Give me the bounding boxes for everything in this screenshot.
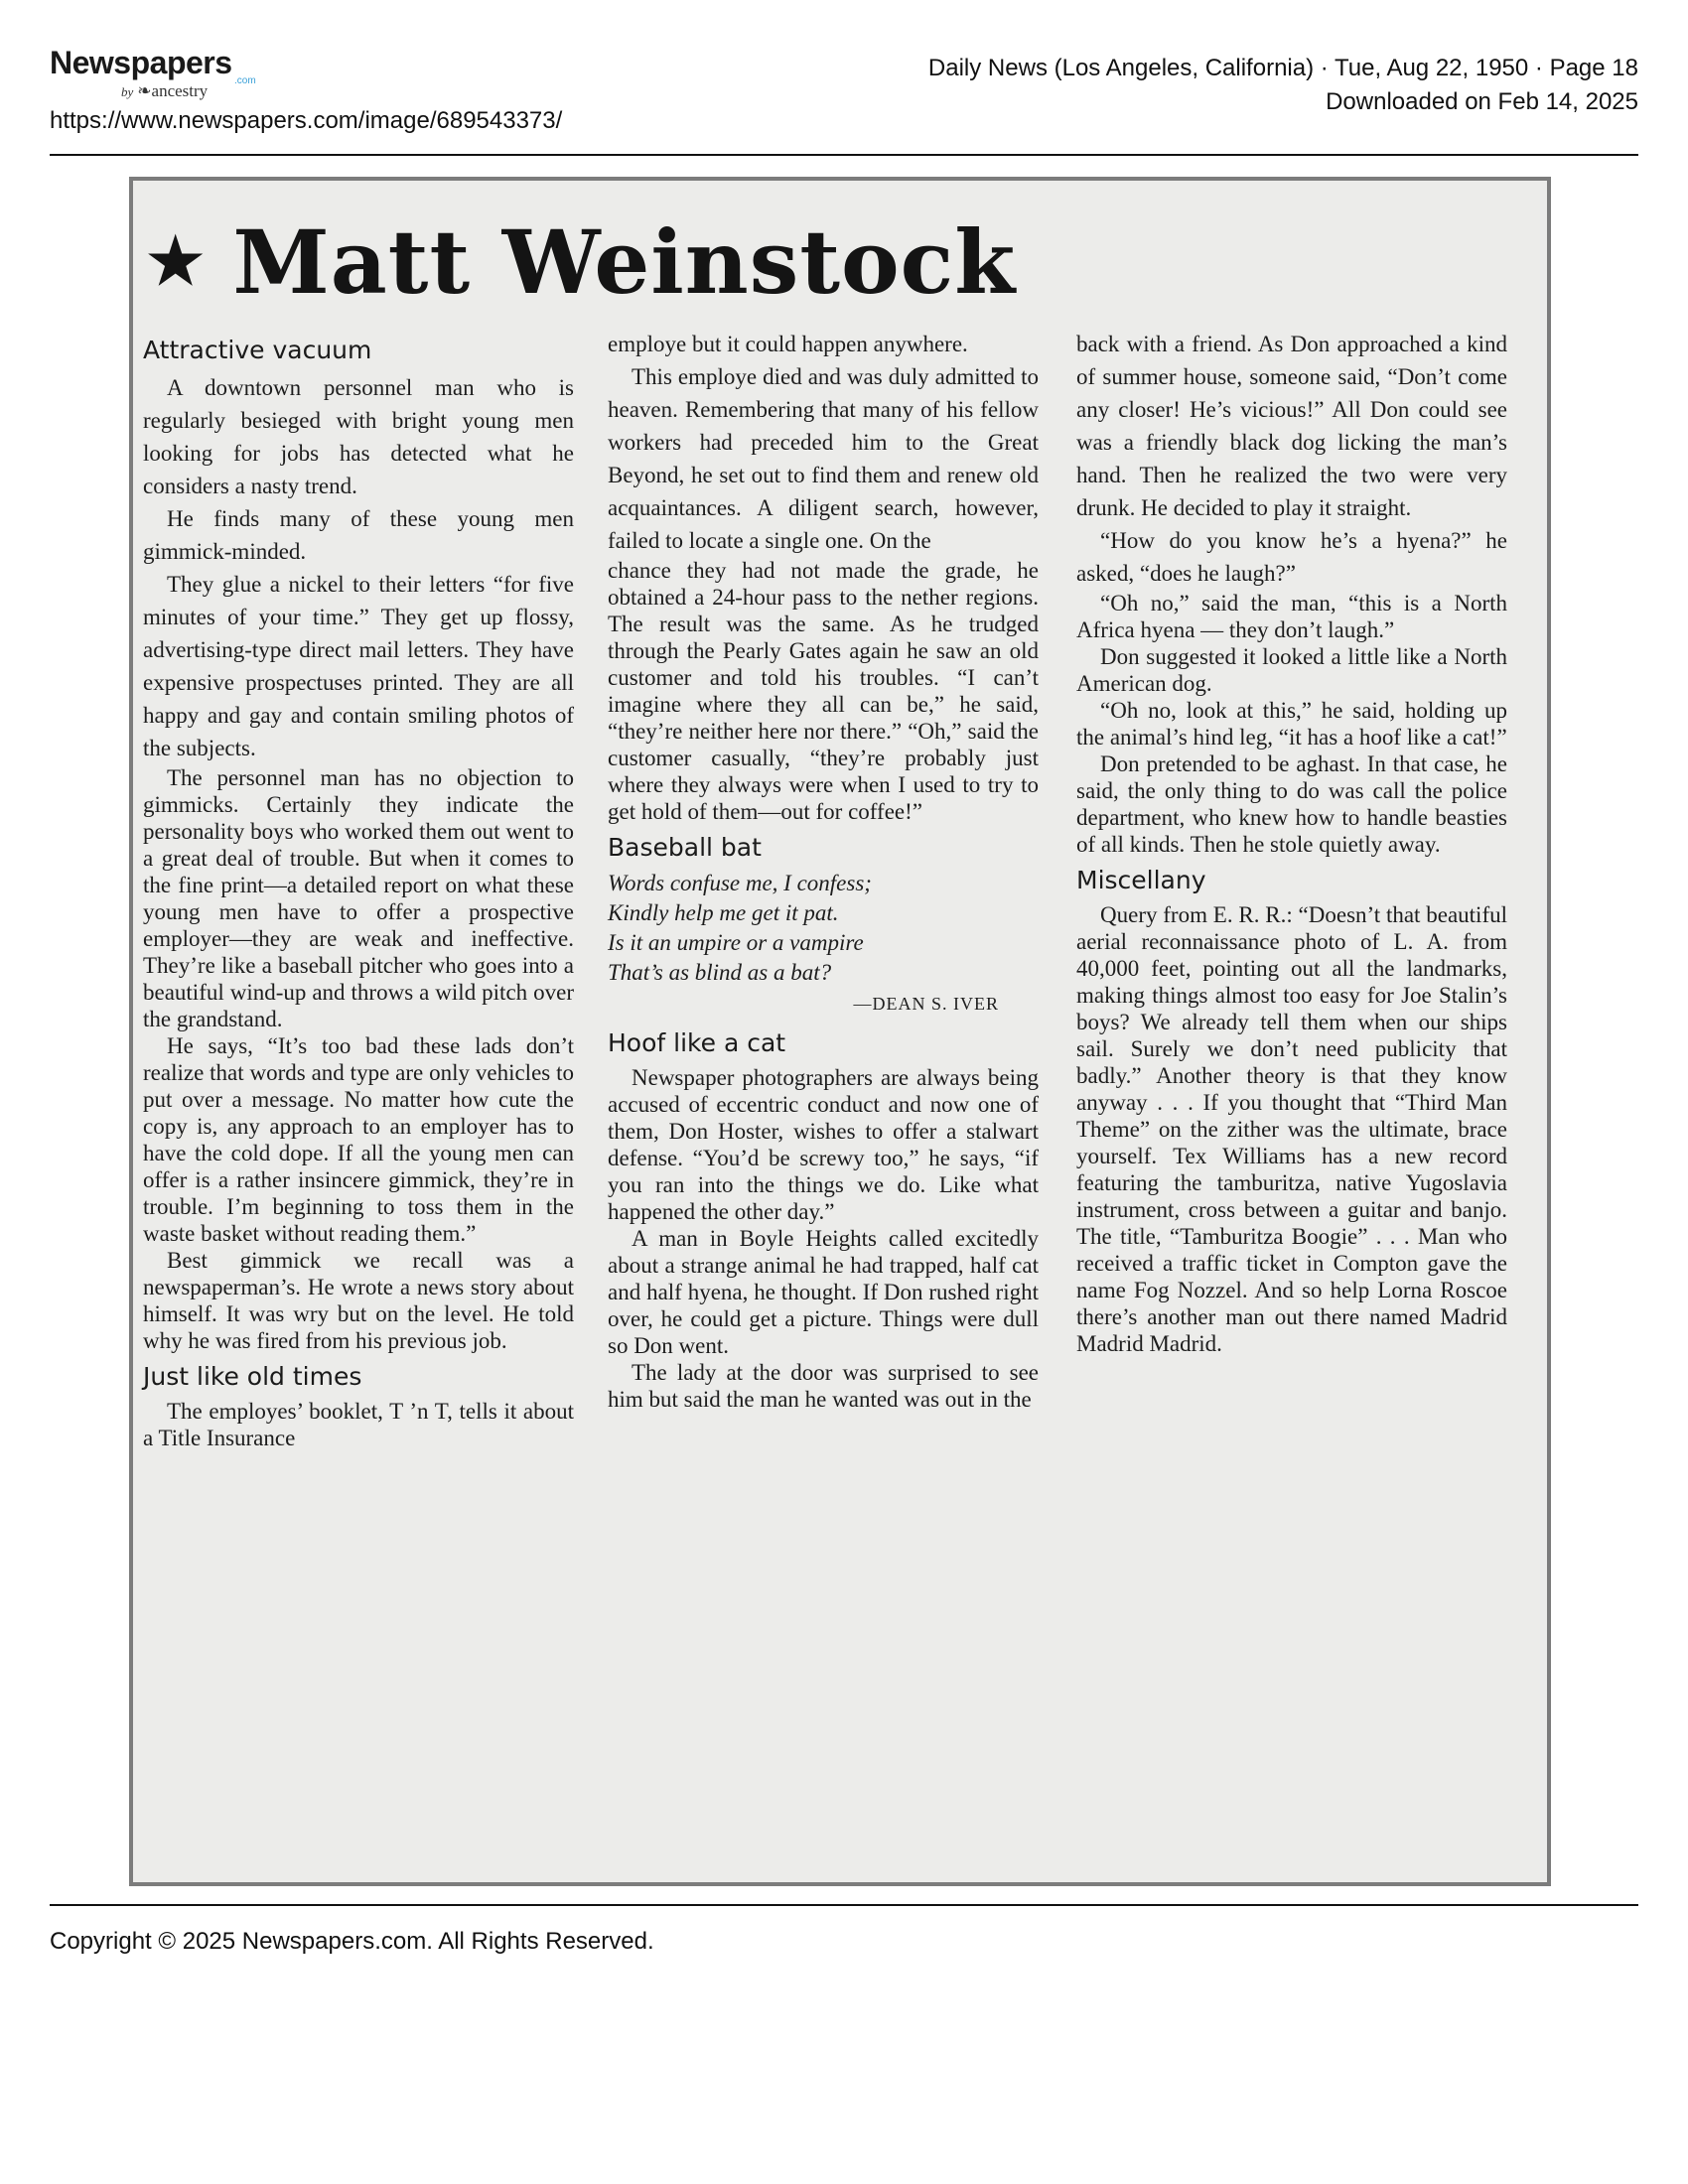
ancestry-leaf-icon: ❧ — [137, 81, 152, 100]
article-paragraph: Best gimmick we recall was a newspaperman’s. He wrote a news story about himself. It was wry but on the level. He told why he was fired from his previous job. — [143, 1248, 574, 1353]
column-title: Matt Weinstock — [232, 210, 1017, 314]
footer-rule — [50, 1904, 1638, 1906]
poem-line: That’s as blind as a bat? — [608, 960, 832, 985]
header-rule — [50, 154, 1638, 156]
article-column-1 — [143, 328, 574, 1870]
article-paragraph: The personnel man has no objection to gimmicks. Certainly they indicate the personality boys who worked them out went to a great deal of trouble. But when it comes to the fine print—a detailed report on what these young men have to offer a prospective employer—they are weak and ineffective. They’re like a baseball pitcher who goes into a beautiful wind-up and throws a wild pitch over the grandstand. — [143, 765, 574, 1031]
logo-by: by — [121, 84, 134, 99]
logo-com: .com — [234, 75, 256, 86]
newspapers-logo[interactable] — [50, 45, 256, 101]
article-paragraph: “How do you know he’s a hyena?” he asked, “does he laugh?” — [1076, 528, 1507, 586]
article-paragraph: back with a friend. As Don approached a kind of summer house, someone said, “Don’t come any closer! He’s vicious!” All Don could see was a friendly black dog licking the man’s hand. Then he realized the two were very drunk. He decided to play it straight. — [1076, 332, 1507, 520]
article-paragraph: chance they had not made the grade, he obtained a 24-hour pass to the nether regions. The result was the same. As he trudged through the Pearly Gates again he saw an old customer and told his troubles. “I can’t imagine where they all can be,” he said, “they’re neither here nor there.” “Oh,” said the customer casually, “they’re probably just where they always were when I used to try to get hold of them—out for coffee!” — [608, 558, 1039, 824]
article-paragraph: Don pretended to be aghast. In that case, he said, the only thing to do was call the police department, who knew how to handle beasties of all kinds. Then he stole quietly away. — [1076, 751, 1507, 857]
article-paragraph: They glue a nickel to their letters “for five minutes of your time.” They get up flossy, advertising-type direct mail letters. They have expensive prospectuses printed. They are all happy and gay and contain smiling photos of the subjects. — [143, 572, 574, 760]
logo-wordmark — [50, 46, 232, 79]
article-column-2 — [608, 328, 1039, 1870]
article-paragraph: Query from E. R. R.: “Doesn’t that beautiful aerial reconnaissance photo of L. A. from 40,000 feet, pointing out all the landmarks, making things almost too easy for Joe Stalin’s boys? We already tell them when our ships sail. Surely we don’t need publicity that badly.” Another theory is that they know anyway . . . If you thought that “Third Man Theme” on the zither was the ultimate, brace yourself. Tex Williams has a new record featuring the tamburitza, native Yugoslavia instrument, cross between a guitar and banjo. The title, “Tamburitza Boogie” . . . Man who received a traffic ticket in Compton gave the name Fog Nozzel. And so help Lorna Roscoe there’s another man out there named Madrid Madrid Madrid. — [1076, 902, 1507, 1356]
article-paragraph: Don suggested it looked a little like a North American dog. — [1076, 644, 1507, 696]
article-paragraph: He finds many of these young men gimmick-minded. — [143, 506, 574, 564]
copyright-notice: Copyright © 2025 Newspapers.com. All Rights Reserved. — [50, 1928, 654, 1955]
section-heading: Miscellany — [1076, 866, 1206, 894]
article-paragraph: This employe died and was duly admitted to heaven. Remembering that many of his fellow workers had preceded him to the Great Beyond, he set out to find them and renew old acquaintances. A diligent search, however, failed to locate a single one. On the — [608, 364, 1039, 553]
article-paragraph: Newspaper photographers are always being accused of eccentric conduct and now one of them, Don Hoster, wishes to offer a stalwart defense. “You’d be screwy too,” he says, “if you ran into the things we do. Like what happened the other day.” — [608, 1065, 1039, 1224]
article-paragraph: A man in Boyle Heights called excitedly about a strange animal he had trapped, half cat and half hyena, he thought. If Don rushed right over, he could get a picture. Things were dull so Don went. — [608, 1226, 1039, 1358]
download-date: Downloaded on Feb 14, 2025 — [1326, 88, 1638, 115]
section-heading: Just like old times — [143, 1362, 362, 1391]
logo-ancestry — [121, 81, 232, 101]
poem-credit: —DEAN S. IVER — [853, 994, 999, 1014]
article-paragraph: The employes’ booklet, T ’n T, tells it about a Title Insurance — [143, 1399, 574, 1450]
section-heading: Baseball bat — [608, 833, 762, 862]
article-column-3 — [1076, 328, 1507, 1870]
article-paragraph: employe but it could happen anywhere. — [608, 332, 968, 356]
section-heading: Hoof like a cat — [608, 1028, 786, 1057]
poem-line: Is it an umpire or a vampire — [608, 930, 864, 955]
poem-line: Words confuse me, I confess; — [608, 871, 872, 895]
article-paragraph: He says, “It’s too bad these lads don’t realize that words and type are only vehicles to put over a message. No matter how cute the copy is, any approach to an employer has to have the cold dope. If all the young men can offer is a rather insincere gimmick, they’re in trouble. I’m beginning to toss them in the waste basket without reading them.” — [143, 1033, 574, 1246]
section-heading: Attractive vacuum — [143, 336, 372, 364]
article-paragraph: “Oh no, look at this,” he said, holding up the animal’s hind leg, “it has a hoof like a cat!” — [1076, 698, 1507, 750]
article-paragraph: The lady at the door was surprised to see him but said the man he wanted was out in the — [608, 1360, 1039, 1412]
image-url[interactable]: https://www.newspapers.com/image/689543373/ — [50, 107, 563, 134]
citation: Daily News (Los Angeles, California) · Tue, Aug 22, 1950 · Page 18 — [927, 55, 1638, 81]
column-masthead — [147, 210, 1017, 314]
star-icon: ★ — [147, 224, 206, 299]
poem — [608, 869, 1039, 988]
article-paragraph: A downtown personnel man who is regularly besieged with bright young men looking for jobs has detected what he considers a nasty trend. — [143, 375, 574, 498]
logo-ancestry-word: ancestry — [151, 81, 209, 100]
poem-line: Kindly help me get it pat. — [608, 900, 839, 925]
citation-block — [928, 52, 1638, 119]
logo-word: Newspapers — [50, 45, 232, 80]
article-paragraph: “Oh no,” said the man, “this is a North Africa hyena — they don’t laugh.” — [1076, 591, 1507, 642]
newspaper-clipping — [129, 177, 1551, 1886]
